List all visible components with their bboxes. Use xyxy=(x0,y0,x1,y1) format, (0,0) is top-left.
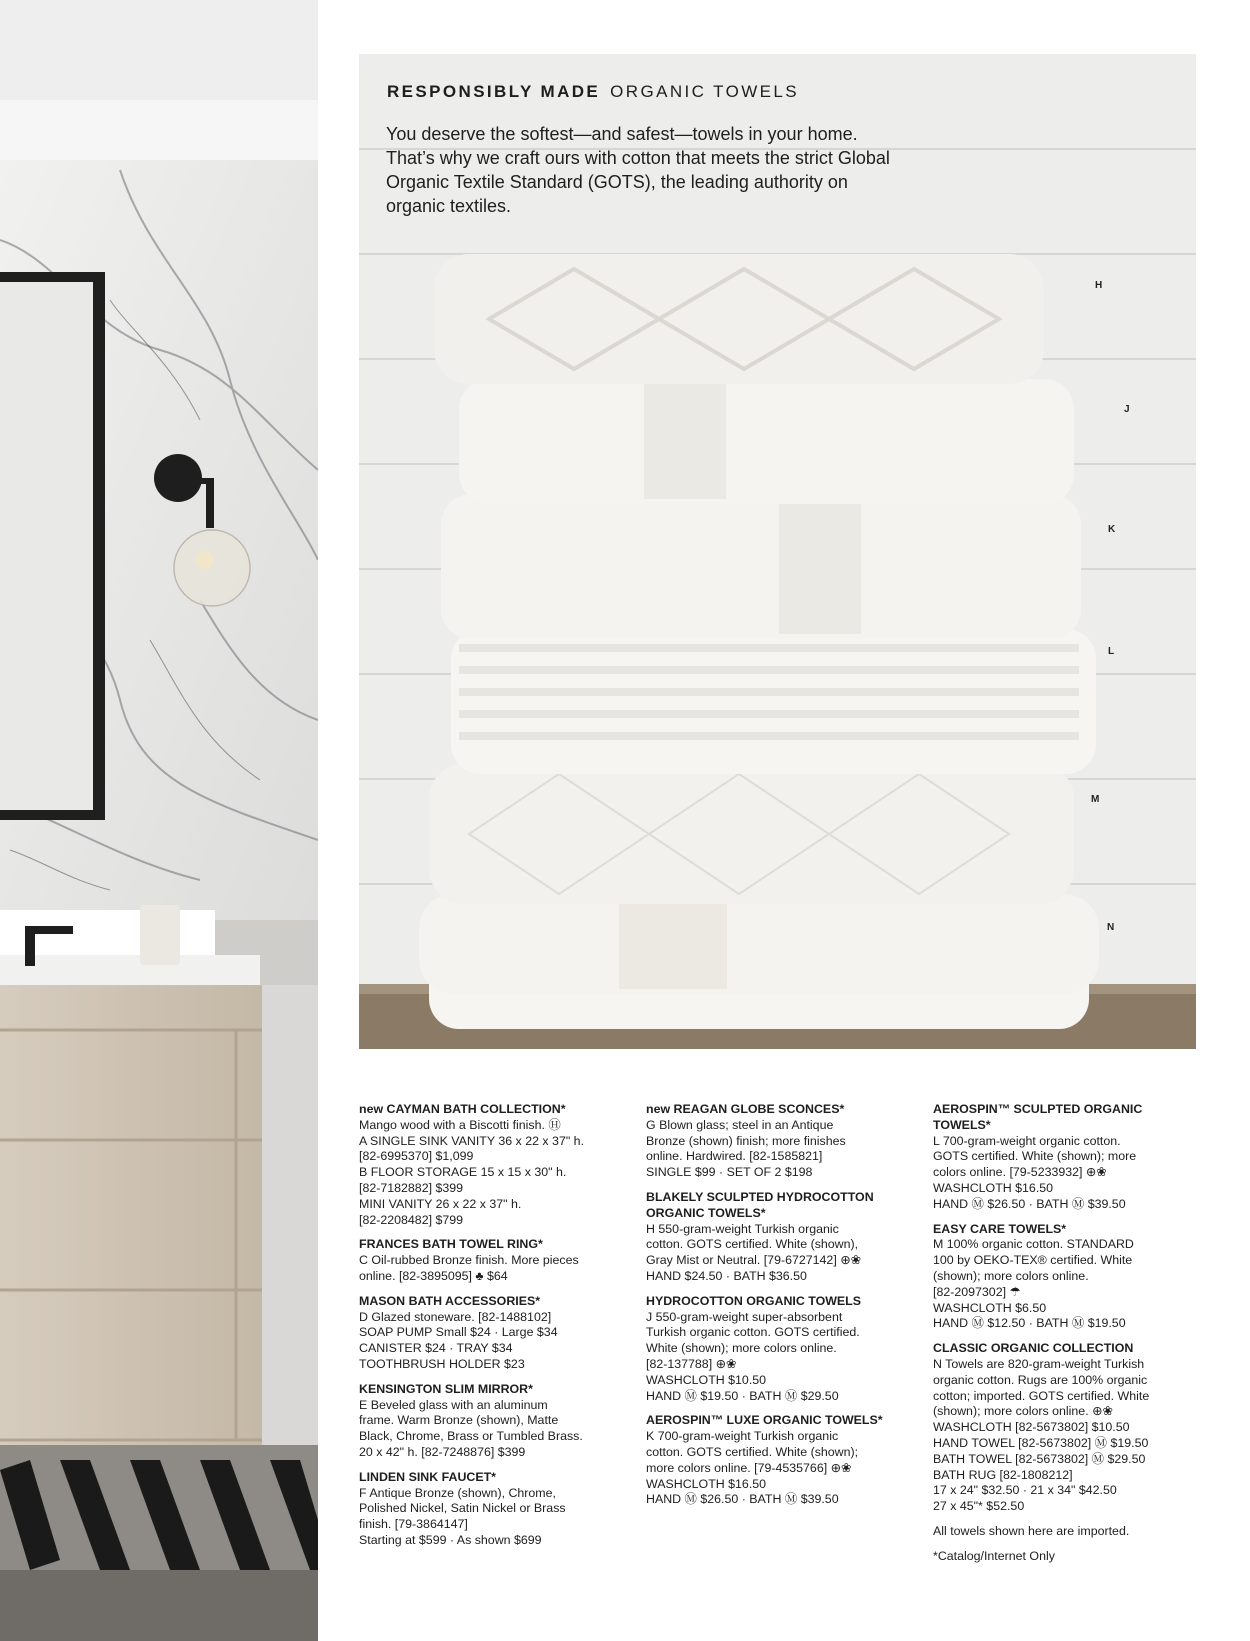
headline-regular: ORGANIC TOWELS xyxy=(610,82,800,101)
intro-paragraph: You deserve the softest—and safest—towels in your home. That’s why we craft ours with cotton that meets the strict Global Organic Textile Standard (GOTS), the leading authority on organic textiles. xyxy=(386,124,890,216)
block-spacer xyxy=(646,1285,908,1294)
block-spacer xyxy=(646,1508,908,1517)
product-detail-line: All towels shown here are imported. xyxy=(933,1523,1130,1538)
product-detail-line: BATH RUG [82-1808212] xyxy=(933,1467,1073,1482)
product-detail-line: BATH TOWEL [82-5673802] Ⓜ $29.50 xyxy=(933,1451,1146,1466)
product-title: CLASSIC ORGANIC COLLECTION xyxy=(933,1341,1134,1356)
product-detail-line: WASHCLOTH $10.50 xyxy=(646,1372,767,1387)
towel-stack-photo xyxy=(359,54,1196,1049)
product-block xyxy=(359,1237,621,1284)
product-title: KENSINGTON SLIM MIRROR* xyxy=(359,1381,533,1396)
product-detail-line: H 550-gram-weight Turkish organic xyxy=(646,1221,839,1236)
product-detail-line: Turkish organic cotton. GOTS certified. xyxy=(646,1325,860,1340)
product-title: new REAGAN GLOBE SCONCES* xyxy=(646,1102,845,1116)
product-detail-line: CANISTER $24 · TRAY $34 xyxy=(359,1341,513,1356)
product-block xyxy=(359,1470,621,1549)
block-spacer xyxy=(933,1515,1195,1524)
product-detail-line: [82-137788] ⊕❀ xyxy=(646,1356,737,1371)
block-spacer xyxy=(359,1285,621,1294)
product-title: LINDEN SINK FAUCET* xyxy=(359,1469,496,1484)
product-detail-line: N Towels are 820-gram-weight Turkish xyxy=(933,1356,1145,1371)
product-block xyxy=(933,1549,1195,1565)
product-detail-line: cotton; imported. GOTS certified. White xyxy=(933,1388,1150,1403)
product-detail-line: C Oil-rubbed Bronze finish. More pieces xyxy=(359,1253,579,1268)
product-detail-line: [82-2208482] $799 xyxy=(359,1212,464,1227)
callout-letter-h: H xyxy=(1095,280,1103,291)
product-detail-line: F Antique Bronze (shown), Chrome, xyxy=(359,1485,556,1500)
product-detail-line: HAND $24.50 · BATH $36.50 xyxy=(646,1268,807,1283)
product-detail-line: HAND TOWEL [82-5673802] Ⓜ $19.50 xyxy=(933,1435,1149,1450)
block-spacer xyxy=(359,1461,621,1470)
product-detail-line: WASHCLOTH [82-5673802] $10.50 xyxy=(933,1420,1130,1435)
block-spacer xyxy=(359,1228,621,1237)
product-block xyxy=(359,1102,621,1228)
product-block xyxy=(933,1222,1195,1333)
product-detail-line: SINGLE $99 · SET OF 2 $198 xyxy=(646,1165,813,1180)
product-detail-line: 20 x 42" h. [82-7248876] $399 xyxy=(359,1444,526,1459)
product-detail-line: finish. [79-3864147] xyxy=(359,1517,468,1532)
product-block xyxy=(646,1413,908,1508)
product-detail-line: D Glazed stoneware. [82-1488102] xyxy=(359,1309,552,1324)
product-detail-line: *Catalog/Internet Only xyxy=(933,1548,1055,1563)
product-column-3 xyxy=(933,1102,1195,1574)
product-detail-line: Black, Chrome, Brass or Tumbled Brass. xyxy=(359,1429,583,1444)
product-block xyxy=(359,1382,621,1461)
section-headline xyxy=(387,82,799,102)
product-detail-line: A SINGLE SINK VANITY 36 x 22 x 37" h. xyxy=(359,1133,585,1148)
product-title: new CAYMAN BATH COLLECTION* xyxy=(359,1102,566,1116)
product-detail-line: HAND Ⓜ $19.50 · BATH Ⓜ $29.50 xyxy=(646,1388,839,1403)
block-spacer xyxy=(646,1404,908,1413)
callout-letter-l: L xyxy=(1108,646,1115,657)
product-detail-line: cotton. GOTS certified. White (shown), xyxy=(646,1237,859,1252)
product-detail-line: WASHCLOTH $16.50 xyxy=(646,1476,767,1491)
product-block xyxy=(933,1102,1195,1213)
callout-letter-n: N xyxy=(1107,922,1115,933)
product-detail-line: WASHCLOTH $6.50 xyxy=(933,1300,1047,1315)
product-detail-line: L 700-gram-weight organic cotton. xyxy=(933,1133,1121,1148)
product-detail-line: 17 x 24" $32.50 · 21 x 34" $42.50 xyxy=(933,1483,1117,1498)
product-detail-line: online. [82-3895095] ♣ $64 xyxy=(359,1268,508,1283)
product-detail-line: 100 by OEKO-TEX® certified. White xyxy=(933,1253,1133,1268)
product-block xyxy=(933,1524,1195,1540)
product-title: FRANCES BATH TOWEL RING* xyxy=(359,1237,543,1252)
product-detail-line: [82-7182882] $399 xyxy=(359,1180,464,1195)
block-spacer xyxy=(933,1332,1195,1341)
callout-letter-j: J xyxy=(1124,404,1130,415)
product-detail-line: B FLOOR STORAGE 15 x 15 x 30" h. xyxy=(359,1165,567,1180)
block-spacer xyxy=(359,1549,621,1558)
product-detail-line: cotton. GOTS certified. White (shown); xyxy=(646,1444,859,1459)
product-detail-line: (shown); more colors online. xyxy=(933,1268,1089,1283)
product-detail-line: HAND Ⓜ $26.50 · BATH Ⓜ $39.50 xyxy=(933,1196,1126,1211)
product-column-2 xyxy=(646,1102,908,1517)
product-detail-line: G Blown glass; steel in an Antique xyxy=(646,1117,834,1132)
product-title: MASON BATH ACCESSORIES* xyxy=(359,1293,541,1308)
product-detail-line: colors online. [79-5233932] ⊕❀ xyxy=(933,1165,1107,1180)
product-detail-line: M 100% organic cotton. STANDARD xyxy=(933,1237,1134,1252)
product-detail-line: White (shown); more colors online. xyxy=(646,1341,837,1356)
product-detail-line: 27 x 45"* $52.50 xyxy=(933,1499,1025,1514)
bathroom-photo xyxy=(0,0,318,1641)
product-detail-line: HAND Ⓜ $26.50 · BATH Ⓜ $39.50 xyxy=(646,1492,839,1507)
product-detail-line: organic cotton. Rugs are 100% organic xyxy=(933,1372,1148,1387)
product-detail-line: online. Hardwired. [82-1585821] xyxy=(646,1149,823,1164)
product-detail-line: E Beveled glass with an aluminum xyxy=(359,1397,548,1412)
product-detail-line: Gray Mist or Neutral. [79-6727142] ⊕❀ xyxy=(646,1253,861,1268)
product-title: BLAKELY SCULPTED HYDROCOTTON ORGANIC TOWELS* xyxy=(646,1189,874,1220)
product-title: AEROSPIN™ SCULPTED ORGANIC TOWELS* xyxy=(933,1102,1143,1132)
product-detail-line: MINI VANITY 26 x 22 x 37" h. xyxy=(359,1196,522,1211)
product-detail-line: TOOTHBRUSH HOLDER $23 xyxy=(359,1356,525,1371)
product-detail-line: Bronze (shown) finish; more finishes xyxy=(646,1133,846,1148)
product-detail-line: frame. Warm Bronze (shown), Matte xyxy=(359,1413,559,1428)
product-detail-line: Mango wood with a Biscotti finish. Ⓗ xyxy=(359,1117,561,1132)
bathroom-illustration xyxy=(0,0,318,1641)
product-block xyxy=(646,1294,908,1405)
block-spacer xyxy=(933,1213,1195,1222)
product-detail-line: [82-6995370] $1,099 xyxy=(359,1149,474,1164)
product-title: AEROSPIN™ LUXE ORGANIC TOWELS* xyxy=(646,1413,883,1428)
callout-letter-k: K xyxy=(1108,524,1116,535)
product-detail-line: K 700-gram-weight Turkish organic xyxy=(646,1429,839,1444)
product-detail-line: (shown); more colors online. ⊕❀ xyxy=(933,1404,1113,1419)
product-column-1 xyxy=(359,1102,621,1558)
product-detail-line: more colors online. [79-4535766] ⊕❀ xyxy=(646,1460,852,1475)
headline-bold: RESPONSIBLY MADE xyxy=(387,82,601,101)
product-detail-line: Polished Nickel, Satin Nickel or Brass xyxy=(359,1501,566,1516)
product-block xyxy=(646,1190,908,1285)
product-detail-line: J 550-gram-weight super-absorbent xyxy=(646,1309,843,1324)
product-block xyxy=(933,1341,1195,1515)
product-title: HYDROCOTTON ORGANIC TOWELS xyxy=(646,1293,862,1308)
product-detail-line: WASHCLOTH $16.50 xyxy=(933,1180,1054,1195)
callout-letter-m: M xyxy=(1091,794,1100,805)
product-detail-line: GOTS certified. White (shown); more xyxy=(933,1149,1137,1164)
block-spacer xyxy=(359,1373,621,1382)
product-block xyxy=(359,1294,621,1373)
product-detail-line: [82-2097302] ☂ xyxy=(933,1284,1021,1299)
block-spacer xyxy=(933,1565,1195,1574)
block-spacer xyxy=(933,1540,1195,1549)
product-block xyxy=(646,1102,908,1181)
block-spacer xyxy=(646,1181,908,1190)
product-title: EASY CARE TOWELS* xyxy=(933,1221,1067,1236)
product-detail-line: Starting at $599 · As shown $699 xyxy=(359,1532,542,1547)
product-detail-line: SOAP PUMP Small $24 · Large $34 xyxy=(359,1325,558,1340)
product-detail-line: HAND Ⓜ $12.50 · BATH Ⓜ $19.50 xyxy=(933,1316,1126,1331)
